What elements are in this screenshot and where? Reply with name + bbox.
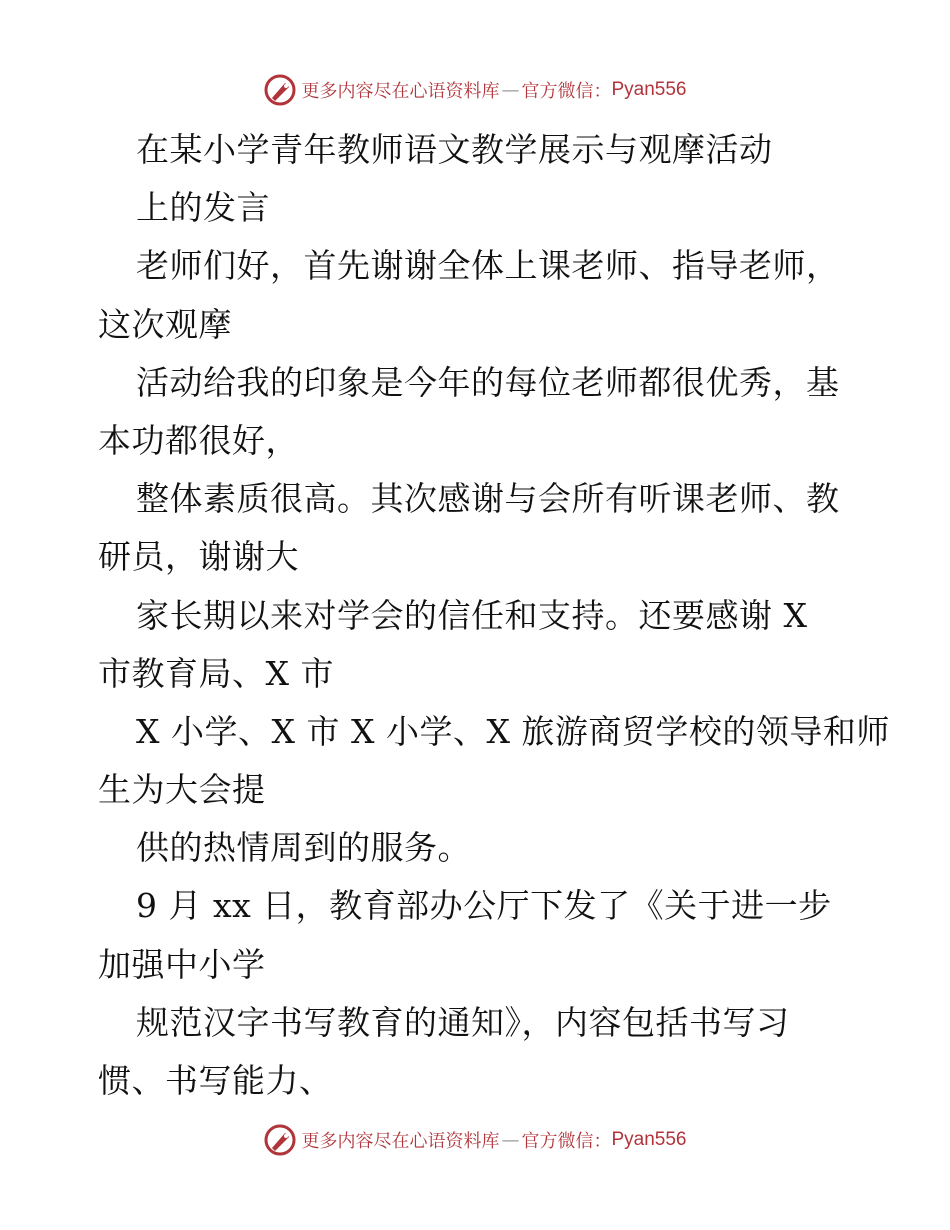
text-line: 生为大会提 bbox=[98, 770, 266, 810]
text-line: 规范汉字书写教育的通知》，内容包括书写习 bbox=[136, 1002, 790, 1042]
text-line: 老师们好，首先谢谢全体上课老师、指导老师， bbox=[136, 246, 840, 286]
header-watermark bbox=[0, 70, 950, 110]
text-line: 整体素质很高。其次感谢与会所有听课老师、教 bbox=[136, 479, 840, 519]
text-line: 市教育局、X 市 bbox=[98, 653, 334, 693]
watermark-id: Pyan556 bbox=[611, 79, 687, 100]
watermark-text: 更多内容尽在心语资料库 bbox=[301, 1131, 500, 1152]
text-line: 在某小学青年教师语文教学展示与观摩活动 bbox=[136, 130, 773, 169]
text-line: 活动给我的印象是今年的每位老师都很优秀，基 bbox=[136, 362, 840, 402]
text-line: 加强中小学 bbox=[98, 944, 266, 984]
footer-watermark bbox=[0, 1120, 950, 1160]
text-line: 供的热情周到的服务。 bbox=[136, 828, 471, 868]
watermark-separator: — bbox=[501, 1129, 520, 1151]
watermark-separator: — bbox=[501, 79, 520, 101]
watermark-label: 官方微信： bbox=[521, 81, 612, 102]
watermark-label: 官方微信： bbox=[521, 1131, 612, 1152]
text-line: 9 月 xx 日，教育部办公厅下发了《关于进一步 bbox=[136, 886, 832, 926]
text-line: 家长期以来对学会的信任和支持。还要感谢 X bbox=[136, 595, 808, 635]
watermark-text: 更多内容尽在心语资料库 bbox=[301, 81, 500, 102]
watermark-id: Pyan556 bbox=[611, 1129, 687, 1150]
text-line: 本功都很好， bbox=[98, 420, 299, 460]
text-line: 惯、书写能力、 bbox=[98, 1061, 333, 1100]
text-line: 这次观摩 bbox=[98, 304, 232, 344]
pen-nib-logo-icon bbox=[263, 73, 297, 107]
text-line: 研员，谢谢大 bbox=[98, 537, 299, 577]
text-line: X 小学、X 市 X 小学、X 旅游商贸学校的领导和师 bbox=[136, 711, 890, 751]
pen-nib-logo-icon bbox=[263, 1123, 297, 1157]
text-line: 上的发言 bbox=[136, 188, 270, 228]
document-body bbox=[98, 121, 890, 1110]
